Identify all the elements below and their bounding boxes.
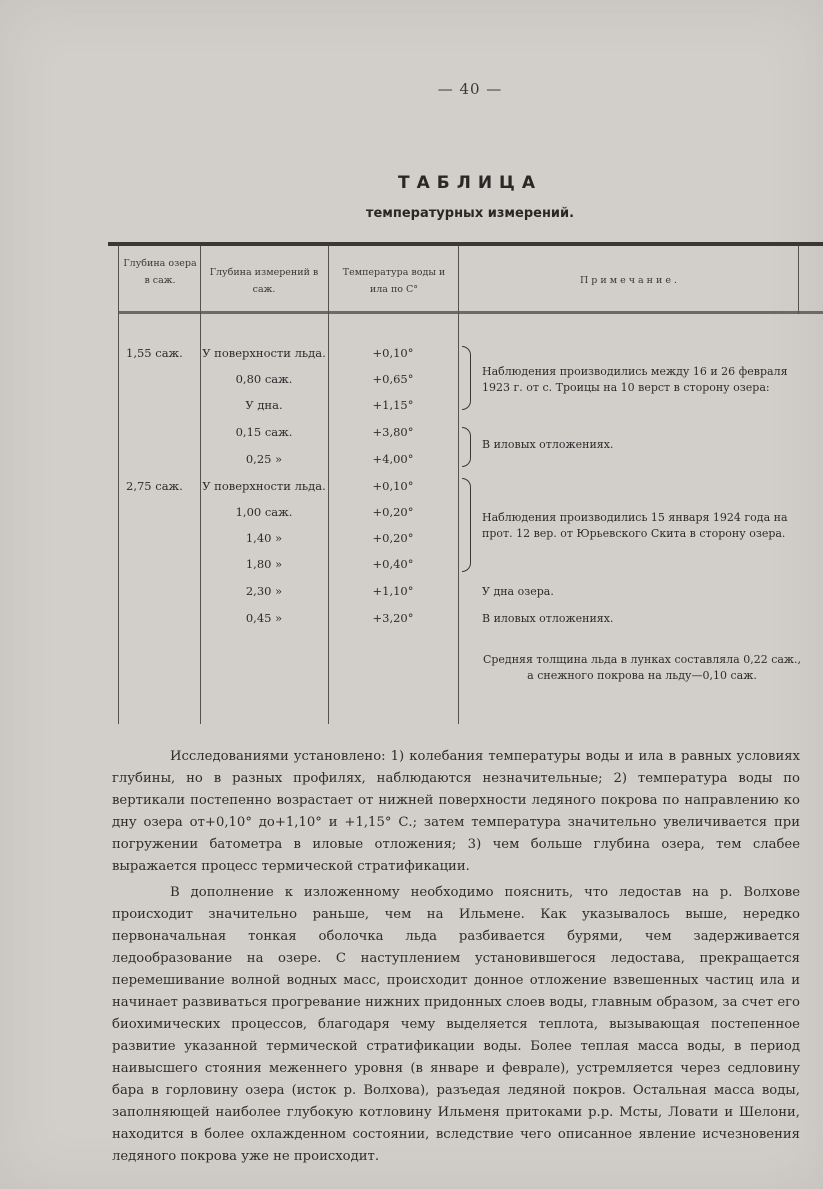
table-cell-temperature: +0,10° xyxy=(372,346,414,360)
header-lake-depth: Глубина озера в саж. xyxy=(123,258,197,286)
table-cell-temperature: +0,20° xyxy=(372,505,414,519)
paragraph: Исследованиями установлено: 1) колебания температуры воды и ила в равных условиях глубины, но в разных профилях, наблюдаются незначительные; 2) температура воды по вертикали постепенно возрастает от нижней поверхности ледяного покрова по направлению ко дну озера от+0,10° до+1,10° и +1,15° С.; затем температура значительно увеличивается при погружении батометра в иловые отложения; 3) чем больше глубина озера, тем слабее выражается процесс термической стратификации. xyxy=(112,749,800,874)
table-cell-temperature: +4,00° xyxy=(372,452,414,466)
table-header-rule xyxy=(118,311,823,314)
brace-bracket xyxy=(462,346,471,410)
brace-bracket xyxy=(462,427,471,467)
table-cell-temperature: +0,20° xyxy=(372,531,414,545)
table-subtitle: температурных измерений. xyxy=(365,206,575,221)
table-cell-temperature: +1,10° xyxy=(372,584,414,598)
table-note: В иловых отложениях. xyxy=(482,612,614,625)
table-cell-measure-depth: 1,00 саж. xyxy=(235,505,293,519)
paragraph: В дополнение к изложенному необходимо пояснить, что ледостав на р. Волхове происходит значительно раньше, чем на Ильмене. Как указывалось выше, нередко первоначальная тонкая оболочка льда разбивается бурями, чем задерживается ледообразование на озере. С наступлением установившегося ледостава, прекращается перемешивание волной водных масс, происходит донное отложение взвешенных частиц ила и начинает развиваться прогревание нижних придонных слоев воды, главным образом, за счет его биохимических процессов, благодаря чему выделяется теплота, вызывающая постепенное развитие указанной термической стратификации воды. Более теплая масса воды, в период наивысшего стояния меженнего уровня (в январе и феврале), устремляется через седловину бара в горловину озера (исток р. Волхова), разъедая ледяной покров. Остальная масса воды, заполняющей наиболее глубокую котловину Ильменя притоками р.р. Мсты, Ловати и Шелони, находится в более охлажденном состоянии, вследствие чего описанное явление исчезновения ледяного покрова уже не происходит. xyxy=(112,885,800,1164)
table-cell-temperature: +3,20° xyxy=(372,611,414,625)
table-cell-measure-depth: 0,80 саж. xyxy=(235,372,293,386)
table-note: Средняя толщина льда в лунках составляла 0,22 саж., а снежного покрова на льду—0,10 саж. xyxy=(482,653,802,682)
table-right-border xyxy=(798,246,799,314)
table-cell-measure-depth: 0,25 » xyxy=(245,452,283,466)
table-cell-measure-depth: 0,15 саж. xyxy=(235,425,293,439)
table-cell-temperature: +0,40° xyxy=(372,557,414,571)
table-note: В иловых отложениях. xyxy=(482,438,614,451)
table-cell-measure-depth: У дна. xyxy=(245,398,283,412)
table-cell-measure-depth: У поверхности льда. xyxy=(202,479,326,493)
table-note: Наблюдения производились 15 января 1924 года на прот. 12 вер. от Юрьевского Скита в сторону озера. xyxy=(482,511,788,540)
table-left-border xyxy=(118,246,119,724)
header-temperature: Температура воды и ила по C° xyxy=(342,267,446,295)
table-top-rule xyxy=(108,242,823,246)
column-divider xyxy=(458,246,459,724)
table-note: Наблюдения производились между 16 и 26 февраля 1923 г. от с. Троицы на 10 верст в сторону озера: xyxy=(482,365,788,394)
table-cell-temperature: +0,65° xyxy=(372,372,414,386)
table-cell-measure-depth: 1,40 » xyxy=(245,531,283,545)
table-cell-temperature: +1,15° xyxy=(372,398,414,412)
table-cell-temperature: +0,10° xyxy=(372,479,414,493)
table-cell-measure-depth: 0,45 » xyxy=(245,611,283,625)
body-text xyxy=(112,746,800,1168)
header-remark: Примечание. xyxy=(580,275,680,286)
page-title: ТАБЛИЦА xyxy=(398,173,542,193)
table-cell-measure-depth: У поверхности льда. xyxy=(202,346,326,360)
table-cell-measure-depth: 1,80 » xyxy=(245,557,283,571)
page-number: — 40 — xyxy=(437,80,503,98)
table-cell-temperature: +3,80° xyxy=(372,425,414,439)
header-measure-depth: Глубина измерений в саж. xyxy=(209,267,319,295)
brace-bracket xyxy=(462,478,471,572)
table-cell-lake-depth: 1,55 саж. xyxy=(126,346,183,360)
table-cell-lake-depth: 2,75 саж. xyxy=(126,479,183,493)
table-note: У дна озера. xyxy=(482,585,554,598)
table-cell-measure-depth: 2,30 » xyxy=(245,584,283,598)
